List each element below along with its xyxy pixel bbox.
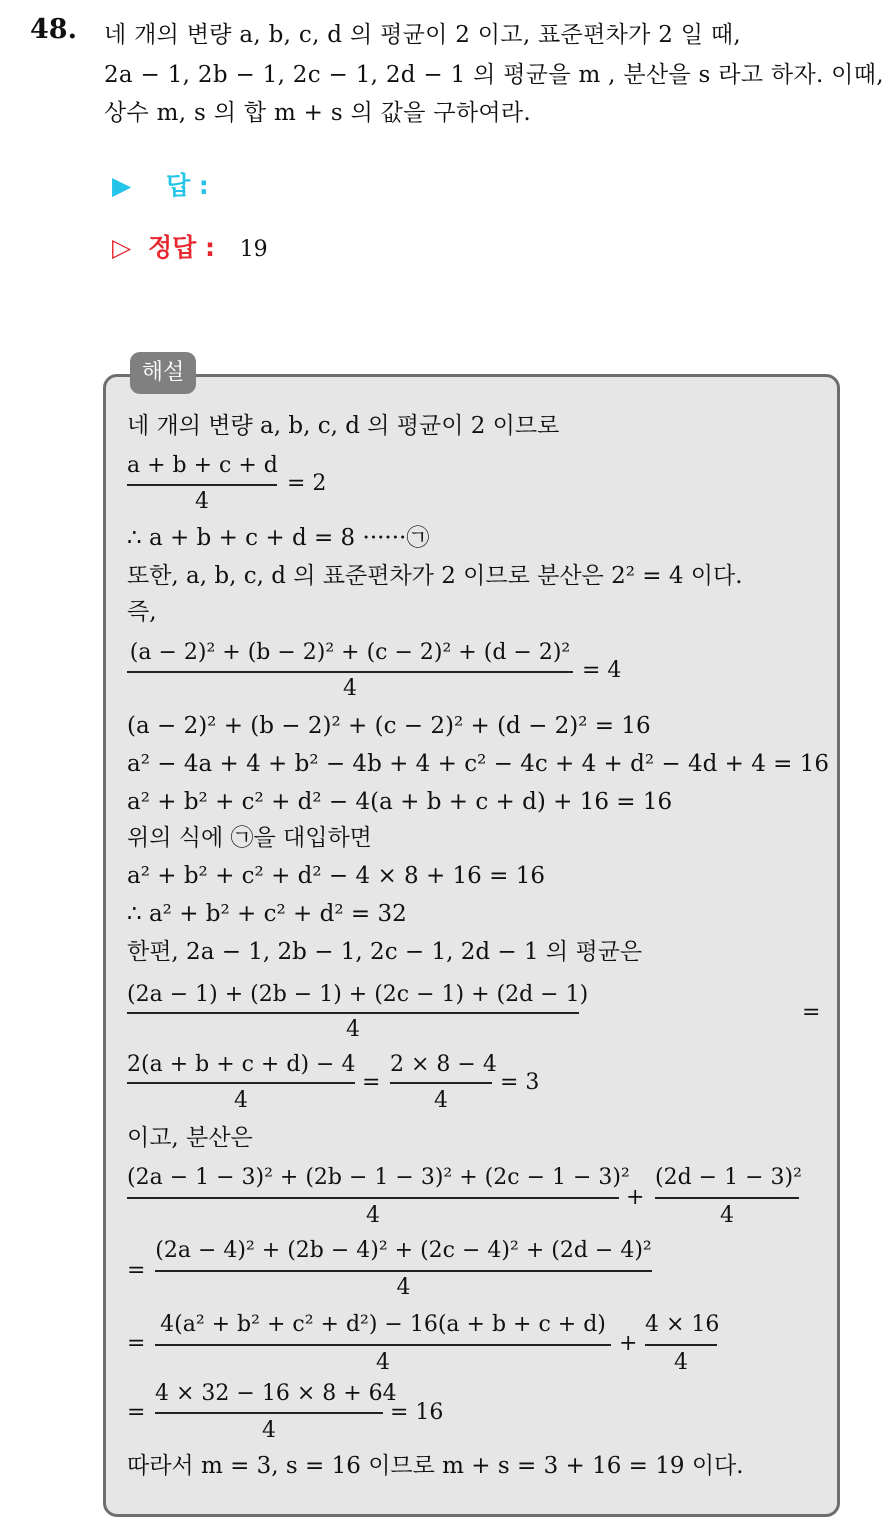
exp-line-4: 즉, [127,599,157,625]
frac4-numerator: 2(a + b + c + d) − 4 [127,1052,356,1077]
frac5-denominator: 4 [366,1203,380,1228]
frac1-denominator: 4 [195,489,209,514]
frac6-eq: = [127,1258,146,1283]
frac4b-bar [390,1082,492,1084]
frac7b-numerator: 4 × 16 [645,1312,720,1337]
frac7b-denominator: 4 [674,1350,688,1375]
frac5-bar [127,1197,619,1199]
frac7-eq: = [127,1331,146,1356]
exp-line-8: 위의 식에 ㉠을 대입하면 [127,825,372,851]
frac8-numerator: 4 × 32 − 16 × 8 + 64 [155,1381,397,1406]
frac7-denominator: 4 [376,1350,390,1375]
frac2-rhs: = 4 [582,658,622,683]
question-line-2: 2a − 1, 2b − 1, 2c − 1, 2d − 1 의 평균을 m , 분산을 s 라고 하자. 이때, [104,62,884,88]
frac7-numerator: 4(a² + b² + c² + d²) − 16(a + b + c + d) [160,1312,606,1337]
frac6-bar [155,1270,652,1272]
exp-line-2: ∴ a + b + c + d = 8 ······㉠ [127,525,430,551]
question-line-3: 상수 m, s 의 합 m + s 의 값을 구하여라. [104,100,532,126]
frac1-bar [127,484,277,486]
frac4-eq: = [362,1070,381,1095]
question-number: 48. [30,14,77,45]
exp-line-10: ∴ a² + b² + c² + d² = 32 [127,901,407,927]
frac6-denominator: 4 [396,1275,411,1300]
frac4-denominator: 4 [234,1088,248,1113]
exp-line-5: (a − 2)² + (b − 2)² + (c − 2)² + (d − 2)² = 16 [127,713,651,739]
frac5-plus: + [626,1185,645,1210]
frac2-numerator: (a − 2)² + (b − 2)² + (c − 2)² + (d − 2)² [129,640,571,665]
solution-value: 19 [239,237,268,262]
frac8-rhs: = 16 [390,1400,444,1425]
frac4b-numerator: 2 × 8 − 4 [390,1052,497,1077]
frac4-rhs: = 3 [500,1070,540,1095]
frac5b-bar [655,1197,799,1199]
exp-line-1: 네 개의 변량 a, b, c, d 의 평균이 2 이므로 [127,413,560,439]
exp-line-12: 이고, 분산은 [127,1125,253,1151]
frac5b-denominator: 4 [720,1203,734,1228]
question-line-1: 네 개의 변량 a, b, c, d 의 평균이 2 이고, 표준편차가 2 일 때, [104,22,742,48]
frac7-bar [155,1344,611,1346]
play-arrow-icon: ▶ [112,171,132,200]
frac2-bar [127,671,573,673]
frac1-numerator: a + b + c + d [127,453,278,478]
frac3-rhs: = [802,1000,821,1025]
frac8-bar [155,1412,383,1414]
frac7b-bar [645,1344,717,1346]
frac1-rhs: = 2 [287,471,327,496]
exp-line-9: a² + b² + c² + d² − 4 × 8 + 16 = 16 [127,863,545,889]
frac7-plus: + [619,1331,638,1356]
frac3-bar [127,1012,579,1014]
frac5b-numerator: (2d − 1 − 3)² [655,1165,802,1190]
explanation-tag: 해설 [130,352,196,394]
answer-label: 답 : [165,171,209,200]
frac4-bar [127,1082,355,1084]
frac8-eq: = [127,1400,146,1425]
exp-line-6: a² − 4a + 4 + b² − 4b + 4 + c² − 4c + 4 + d² − 4d + 4 = 16 [127,751,830,777]
solution-row [112,228,268,264]
frac6-numerator: (2a − 4)² + (2b − 4)² + (2c − 4)² + (2d − 4)² [155,1238,652,1263]
frac2-denominator: 4 [343,676,357,701]
exp-line-13: 따라서 m = 3, s = 16 이므로 m + s = 3 + 16 = 19 이다. [127,1453,744,1479]
frac4b-denominator: 4 [434,1088,448,1113]
frac8-denominator: 4 [262,1418,276,1443]
exp-line-11: 한편, 2a − 1, 2b − 1, 2c − 1, 2d − 1 의 평균은 [127,939,643,965]
frac5-numerator: (2a − 1 − 3)² + (2b − 1 − 3)² + (2c − 1 − 3)² [127,1165,630,1190]
exp-line-3: 또한, a, b, c, d 의 표준편차가 2 이므로 분산은 2² = 4 이다. [127,563,743,589]
frac3-numerator: (2a − 1) + (2b − 1) + (2c − 1) + (2d − 1) [127,982,589,1007]
outline-arrow-icon: ▷ [112,233,132,262]
exp-line-7: a² + b² + c² + d² − 4(a + b + c + d) + 16 = 16 [127,789,673,815]
solution-label: 정답 : [147,233,215,262]
answer-row [112,166,209,202]
frac3-denominator: 4 [346,1017,360,1042]
